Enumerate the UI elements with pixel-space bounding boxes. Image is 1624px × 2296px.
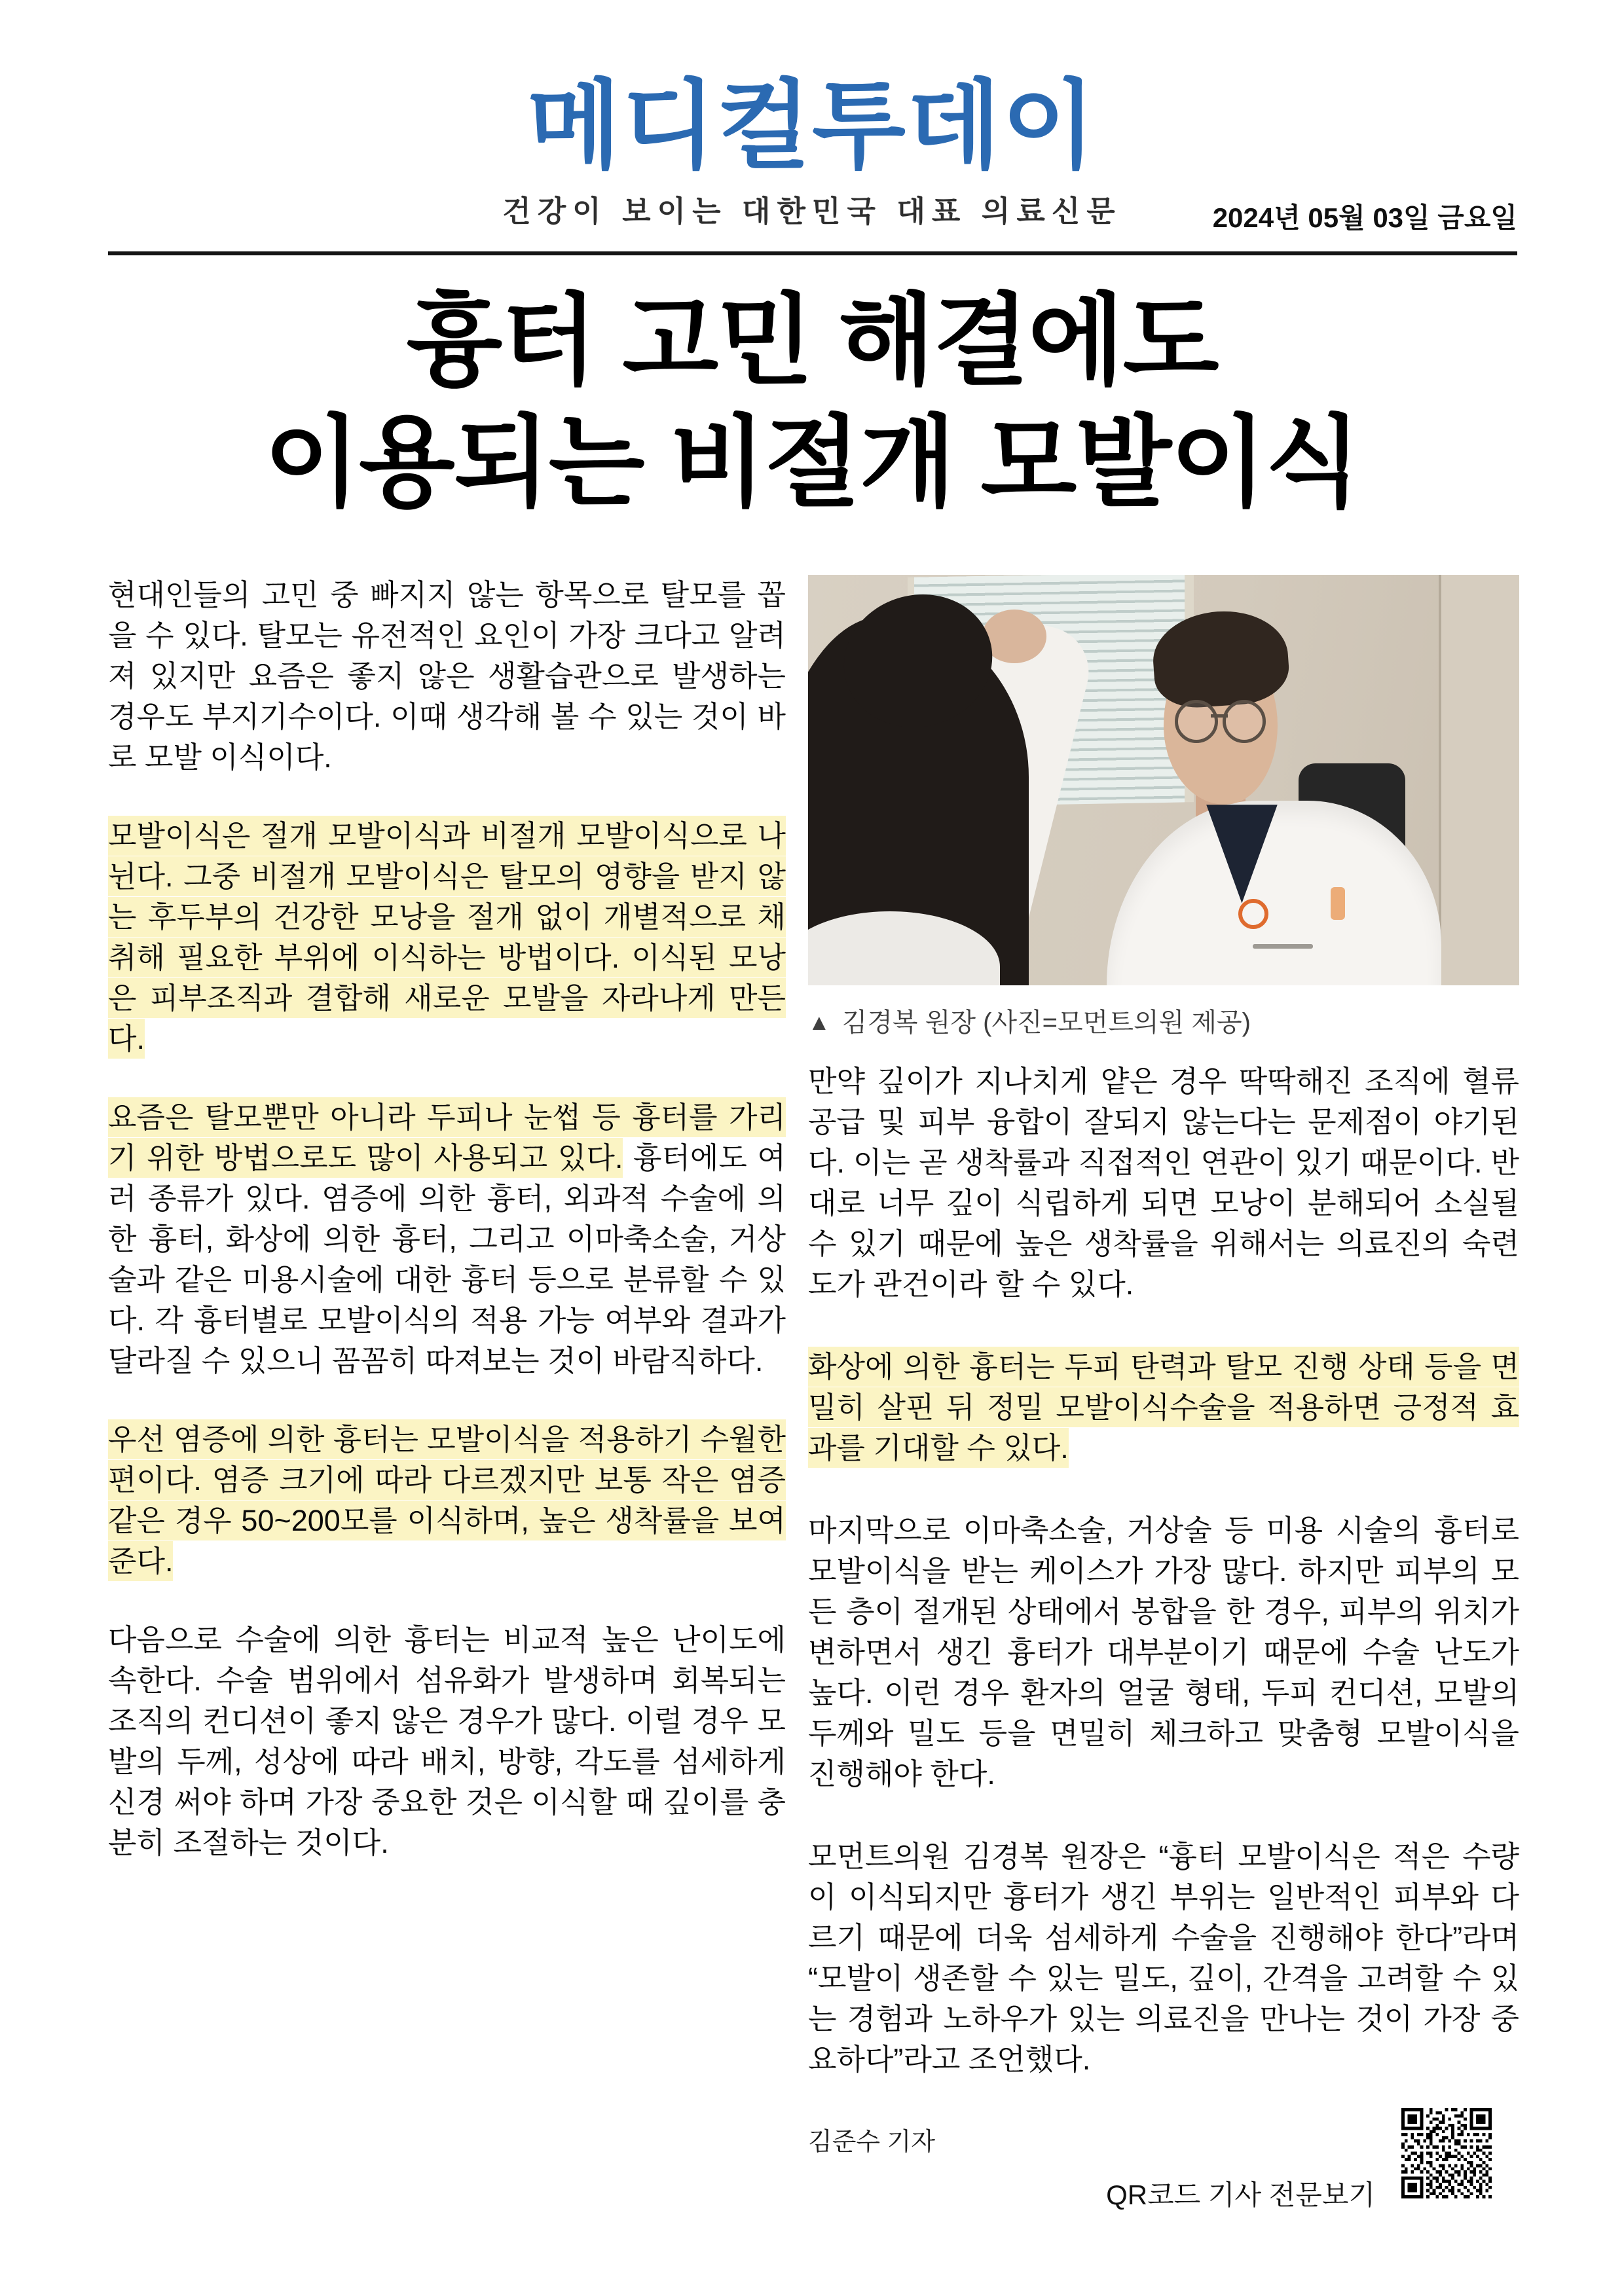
highlighted-text: 우선 염증에 의한 흉터는 모발이식을 적용하기 수월한 편이다. 염증 크기에 따라 다르겠지만 보통 작은 염증 같은 경우 50~200모를 이식하며, 높은 생착률을 보여준다. — [108, 1419, 786, 1581]
header-divider — [108, 251, 1517, 255]
caption-triangle-icon: ▲ — [808, 1010, 830, 1035]
paragraph-surgery-scar — [108, 1620, 786, 1863]
glasses-right-lens — [1223, 700, 1266, 743]
headline-line-2: 이용되는 비절개 모발이식 — [264, 407, 1360, 519]
qr-label: QR코드 기사 전문보기 — [1106, 2179, 1375, 2210]
paragraph-text: 흉터에도 여러 종류가 있다. 염증에 의한 흉터, 외과적 수술에 의한 흉터, 화상에 의한 흉터, 그리고 이마축소술, 거상술과 같은 미용시술에 대한 흉터 등으로 분류할 수 있다. 각 흉터별로 모발이식의 적용 가능 여부와 결과가 달라질 수 있으니 꼼꼼히 따져보는 것이 바람직하다. — [108, 1141, 786, 1377]
headline-line-1: 흉터 고민 해결에도 — [406, 285, 1218, 397]
paragraph-text: 마지막으로 이마축소술, 거상술 등 미용 시술의 흉터로 모발이식을 받는 케이스가 가장 많다. 하지만 피부의 모든 층이 절개된 상태에서 봉합을 한 경우, 피부의 위치가 변하면서 생긴 흉터가 대부분이기 때문에 수술 난도가 높다. 이런 경우 환자의 얼굴 형태, 두피 컨디션, 모발의 두께와 밀도 등을 면밀히 체크하고 맞춤형 모발이식을 진행해야 한다. — [808, 1514, 1519, 1791]
newspaper-logo: 메디컬투데이 — [527, 72, 1097, 180]
coat-name-embroidery — [1253, 944, 1313, 949]
paragraph-text: 다음으로 수술에 의한 흉터는 비교적 높은 난이도에 속한다. 수술 범위에서 섬유화가 발생하며 회복되는 조직의 컨디션이 좋지 않은 경우가 많다. 이럴 경우 모발의 두께, 성상에 따라 배치, 방향, 각도를 섬세하게 신경 써야 하며 가장 중요한 것은 이식할 때 깊이를 충분히 조절하는 것이다. — [108, 1623, 786, 1859]
reporter-byline: 김준수 기자 — [808, 2128, 936, 2156]
highlighted-text: 화상에 의한 흉터는 두피 탄력과 탈모 진행 상태 등을 면밀히 살핀 뒤 정밀 모발이식수술을 적용하면 긍정적 효과를 기대할 수 있다. — [808, 1347, 1519, 1468]
glasses-bridge — [1211, 714, 1228, 718]
paragraph-method — [108, 816, 786, 1059]
paragraph-burn-scar — [808, 1347, 1519, 1468]
article-headline — [0, 280, 1624, 524]
masthead-tagline: 건강이 보이는 대한민국 대표 의료신문 — [502, 194, 1122, 228]
paragraph-text: 모먼트의원 김경복 원장은 “흉터 모발이식은 적은 수량이 이식되지만 흉터가 생긴 부위는 일반적인 피부와 다르기 때문에 더욱 섬세하게 수술을 진행해야 한다”라며 “모발이 생존할 수 있는 밀도, 깊이, 간격을 고려할 수 있는 경험과 노하우가 있는 의료진을 만나는 것이 가장 중요하다”라고 조언했다. — [808, 1840, 1519, 2076]
paragraph-text: 현대인들의 고민 중 빠지지 않는 항목으로 탈모를 꼽을 수 있다. 탈모는 유전적인 요인이 가장 크다고 알려져 있지만 요즘은 좋지 않은 생활습관으로 발생하는 경우도 부지기수이다. 이때 생각해 볼 수 있는 것이 바로 모발 이식이다. — [108, 578, 786, 774]
paragraph-depth — [808, 1061, 1519, 1305]
qr-code — [1401, 2108, 1492, 2198]
wall-panel — [1441, 575, 1519, 985]
paragraph-text: 만약 깊이가 지나치게 얕은 경우 딱딱해진 조직에 혈류 공급 및 피부 융합이 잘되지 않는다는 문제점이 야기된다. 이는 곧 생착률과 직접적인 연관이 있기 때문이다. 반대로 너무 깊이 식립하게 되면 모낭이 분해되어 소실될 수 있기 때문에 높은 생착률을 위해서는 의료진의 숙련도가 관건이라 할 수 있다. — [808, 1065, 1519, 1301]
coat-orange-mark — [1331, 887, 1345, 920]
paragraph-scar-types — [108, 1097, 786, 1381]
paragraph-intro — [108, 575, 786, 778]
article-column-left — [108, 575, 786, 1901]
highlighted-text: 요즘은 탈모뿐만 아니라 두피나 눈썹 등 흉터를 가리기 위한 방법으로도 많이 사용되고 있다. — [108, 1097, 786, 1178]
article-photo — [808, 575, 1519, 985]
paragraph-quote — [808, 1836, 1519, 2080]
photo-caption — [808, 1008, 1519, 1038]
article-column-right — [808, 575, 1519, 2162]
paragraph-inflammation — [108, 1419, 786, 1582]
issue-date: 2024년 05월 03일 금요일 — [1212, 202, 1517, 233]
paragraph-cosmetic-scar — [808, 1510, 1519, 1795]
highlighted-text: 모발이식은 절개 모발이식과 비절개 모발이식으로 나뉜다. 그중 비절개 모발이식은 탈모의 영향을 받지 않는 후두부의 건강한 모낭을 절개 없이 개별적으로 채취해 필요한 부위에 이식하는 방법이다. 이식된 모낭은 피부조직과 결합해 새로운 모발을 자라나게 만든다. — [108, 816, 786, 1059]
caption-text: 김경복 원장 (사진=모먼트의원 제공) — [841, 1008, 1251, 1037]
